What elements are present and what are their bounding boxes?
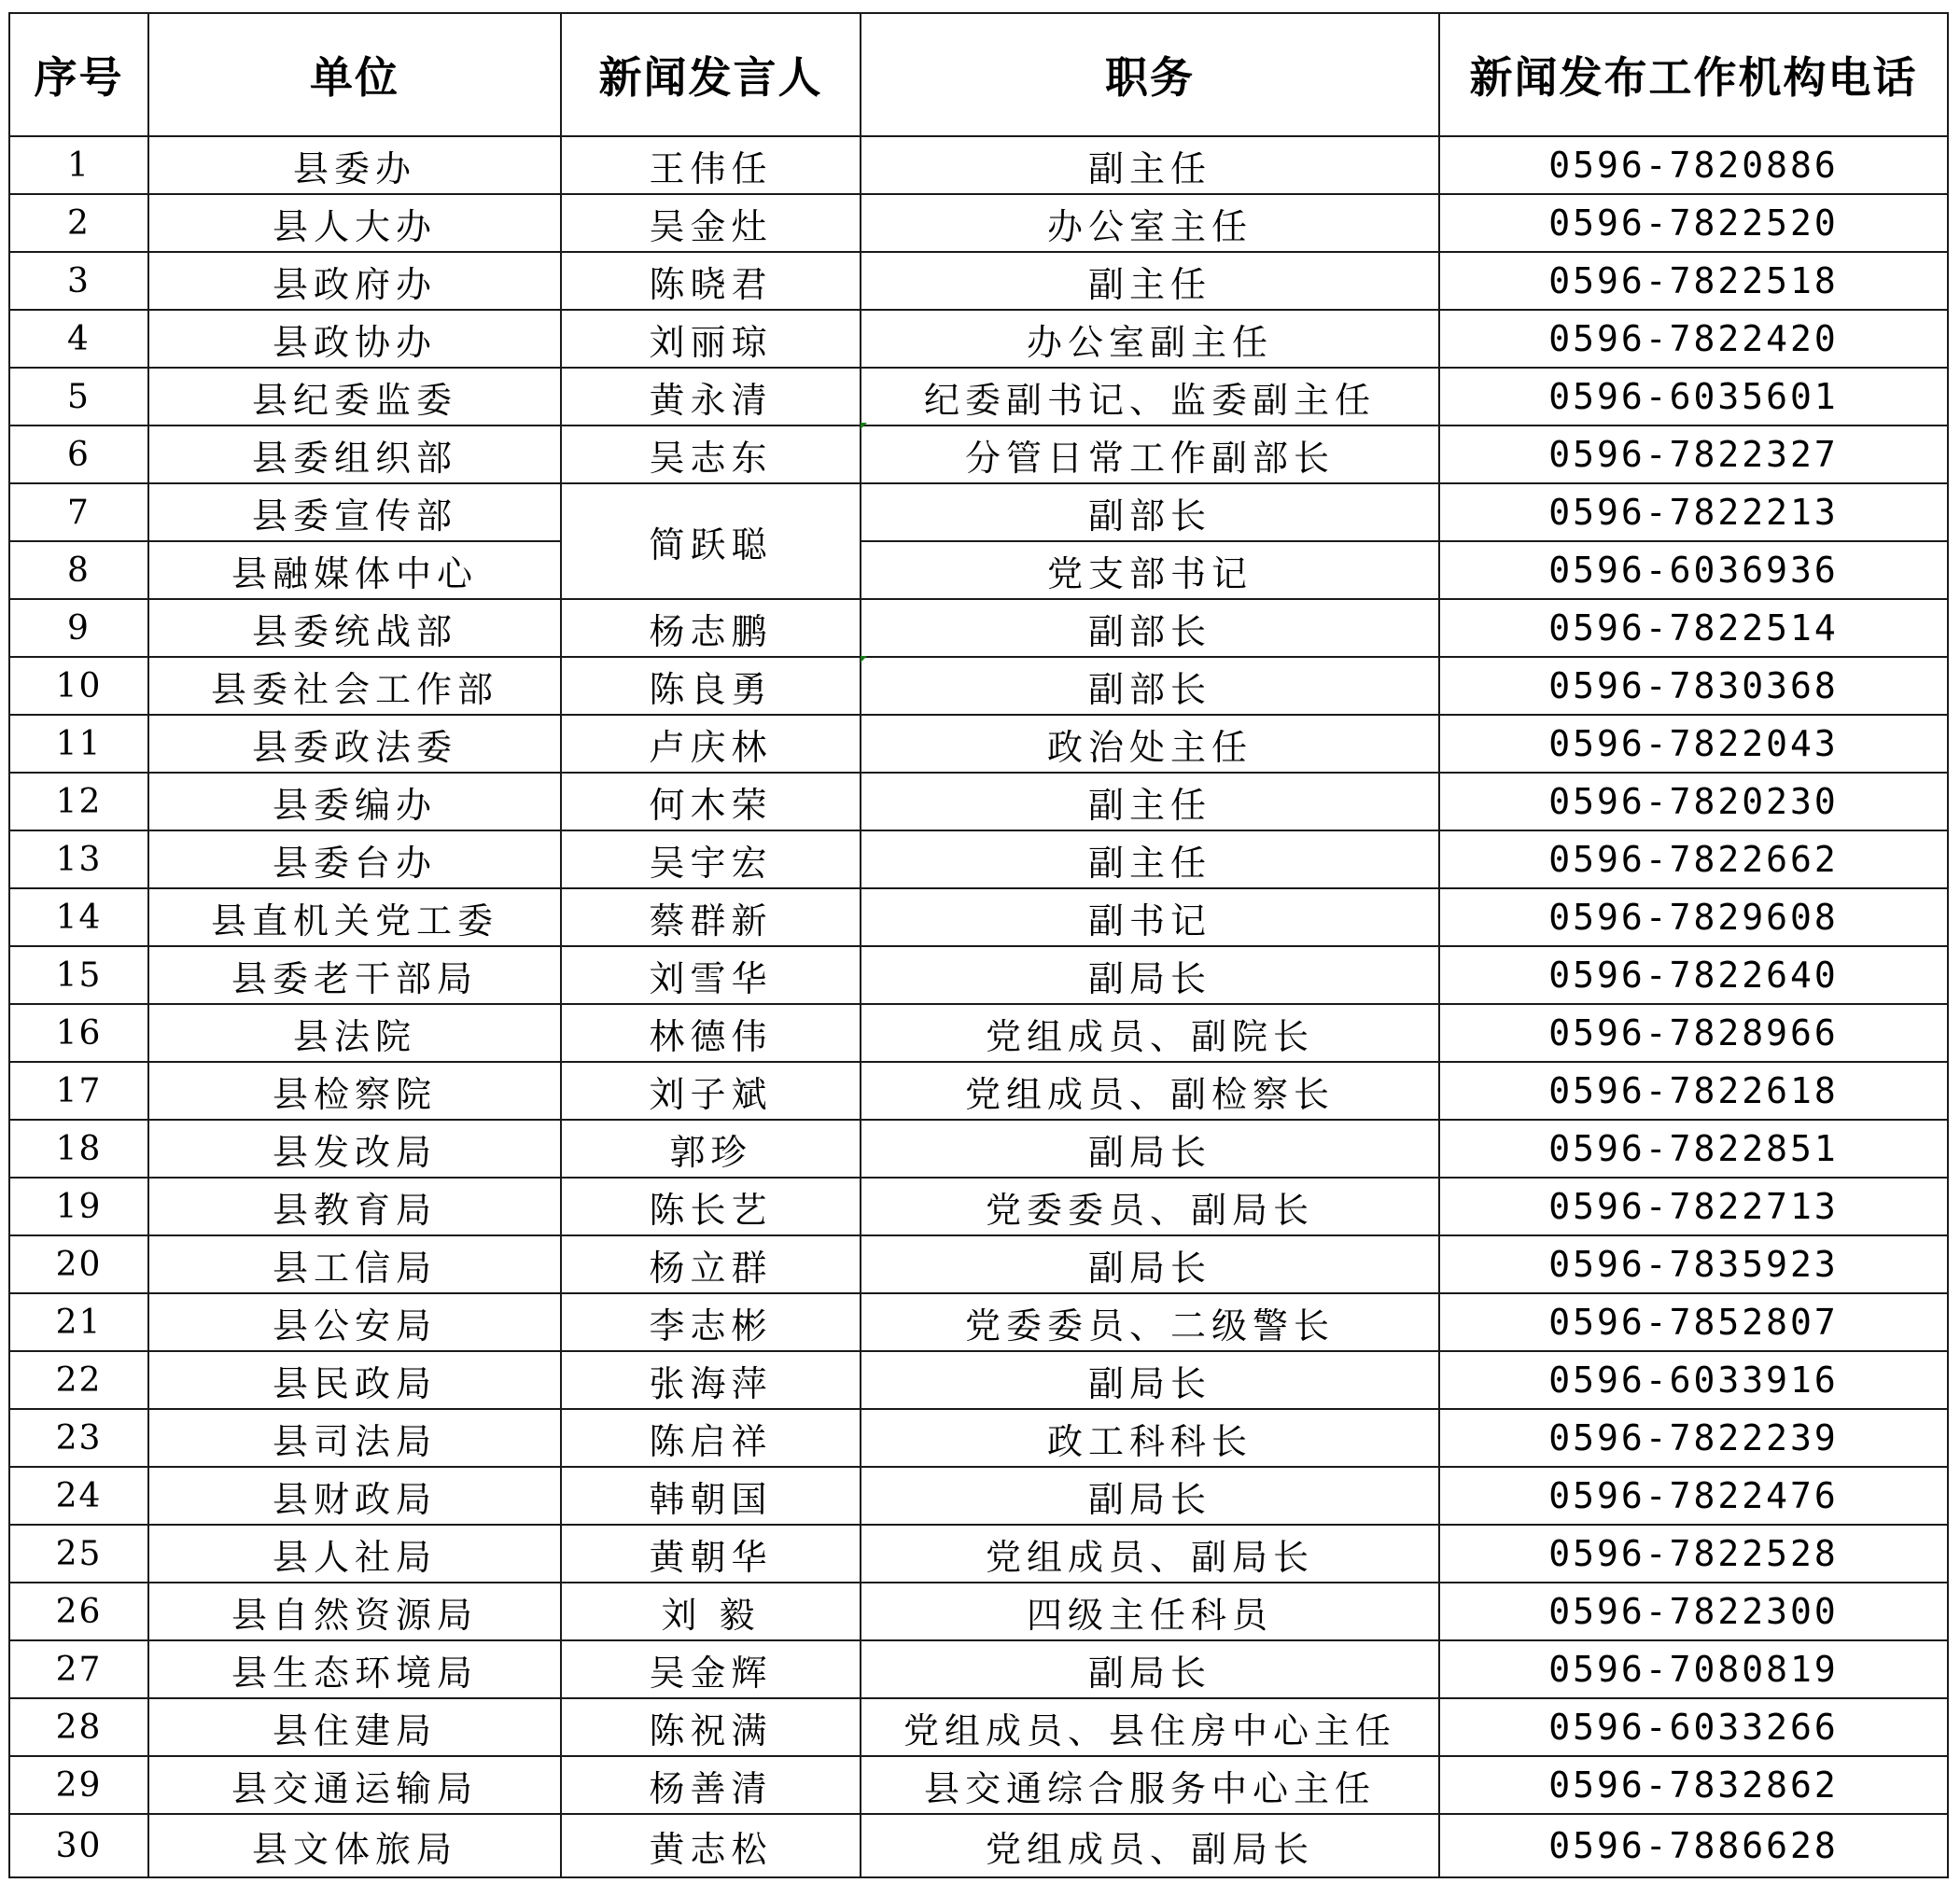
cell-spokesperson: 陈长艺: [561, 1178, 861, 1235]
table-row: [9, 888, 1948, 946]
cell-unit: 县人社局: [148, 1525, 561, 1583]
cell-phone: 0596-6033916: [1439, 1351, 1948, 1409]
header-spokesperson: 新闻发言人: [561, 13, 861, 136]
table-row: [9, 1640, 1948, 1698]
cell-phone: 0596-7830368: [1439, 657, 1948, 715]
cell-index: 19: [9, 1178, 148, 1235]
cell-phone: 0596-7822713: [1439, 1178, 1948, 1235]
cell-phone: 0596-7820886: [1439, 136, 1948, 194]
cell-spokesperson: 陈祝满: [561, 1698, 861, 1756]
cell-position: 副局长: [861, 1351, 1439, 1409]
table-body: [9, 136, 1948, 1877]
cell-position: 副部长: [861, 657, 1439, 715]
cell-index: 25: [9, 1525, 148, 1583]
cell-spokesperson: 卢庆林: [561, 715, 861, 773]
cell-phone: 0596-6036936: [1439, 541, 1948, 599]
cell-index: 6: [9, 425, 148, 483]
table-row: [9, 136, 1948, 194]
cell-position: 副局长: [861, 1235, 1439, 1293]
cell-index: 27: [9, 1640, 148, 1698]
cell-position: 党组成员、县住房中心主任: [861, 1698, 1439, 1756]
cell-position: 副局长: [861, 1640, 1439, 1698]
table-row: [9, 1756, 1948, 1814]
table-row: [9, 1409, 1948, 1467]
cell-phone: 0596-7835923: [1439, 1235, 1948, 1293]
cell-phone: 0596-7822213: [1439, 483, 1948, 541]
cell-phone: 0596-7080819: [1439, 1640, 1948, 1698]
cell-phone: 0596-7822514: [1439, 599, 1948, 657]
table-row: [9, 1467, 1948, 1525]
table-row: [9, 252, 1948, 310]
cell-index: 4: [9, 310, 148, 368]
cell-unit: 县公安局: [148, 1293, 561, 1351]
table-row: [9, 194, 1948, 252]
cell-unit: 县政协办: [148, 310, 561, 368]
comment-indicator-icon: [861, 423, 867, 429]
cell-unit: 县住建局: [148, 1698, 561, 1756]
cell-spokesperson: 刘 毅: [561, 1583, 861, 1640]
cell-spokesperson: 杨志鹏: [561, 599, 861, 657]
cell-position: 党组成员、副局长: [861, 1814, 1439, 1877]
cell-index: 29: [9, 1756, 148, 1814]
cell-unit: 县自然资源局: [148, 1583, 561, 1640]
cell-phone: 0596-7822043: [1439, 715, 1948, 773]
cell-index: 3: [9, 252, 148, 310]
cell-position: 党组成员、副院长: [861, 1004, 1439, 1062]
cell-spokesperson: 蔡群新: [561, 888, 861, 946]
cell-unit: 县纪委监委: [148, 368, 561, 425]
cell-index: 30: [9, 1814, 148, 1877]
cell-phone: 0596-7822520: [1439, 194, 1948, 252]
cell-unit: 县政府办: [148, 252, 561, 310]
cell-index: 11: [9, 715, 148, 773]
cell-position: 副主任: [861, 252, 1439, 310]
cell-spokesperson: 吴志东: [561, 425, 861, 483]
cell-position: 党委委员、二级警长: [861, 1293, 1439, 1351]
cell-unit: 县直机关党工委: [148, 888, 561, 946]
cell-spokesperson: 何木荣: [561, 773, 861, 830]
cell-unit: 县委统战部: [148, 599, 561, 657]
cell-spokesperson: 黄朝华: [561, 1525, 861, 1583]
table-row: [9, 1062, 1948, 1120]
header-row: [9, 13, 1948, 136]
table-row: [9, 483, 1948, 541]
cell-phone: 0596-7822528: [1439, 1525, 1948, 1583]
cell-unit: 县人大办: [148, 194, 561, 252]
cell-position: 副局长: [861, 1467, 1439, 1525]
table-row: [9, 1120, 1948, 1178]
table-row: [9, 310, 1948, 368]
table-row: [9, 715, 1948, 773]
cell-spokesperson: 张海萍: [561, 1351, 861, 1409]
cell-spokesperson: 黄志松: [561, 1814, 861, 1877]
table-row: [9, 830, 1948, 888]
cell-spokesperson: 刘雪华: [561, 946, 861, 1004]
cell-position: 办公室副主任: [861, 310, 1439, 368]
cell-unit: 县生态环境局: [148, 1640, 561, 1698]
header-unit: 单位: [148, 13, 561, 136]
cell-unit: 县交通运输局: [148, 1756, 561, 1814]
cell-spokesperson: 简跃聪: [561, 483, 861, 599]
table-row: [9, 946, 1948, 1004]
cell-index: 28: [9, 1698, 148, 1756]
cell-phone: 0596-6035601: [1439, 368, 1948, 425]
cell-phone: 0596-7822518: [1439, 252, 1948, 310]
table-row: [9, 1814, 1948, 1877]
comment-indicator-icon: [861, 656, 867, 663]
cell-index: 26: [9, 1583, 148, 1640]
cell-index: 8: [9, 541, 148, 599]
cell-position: 纪委副书记、监委副主任: [861, 368, 1439, 425]
cell-index: 2: [9, 194, 148, 252]
cell-position: 党支部书记: [861, 541, 1439, 599]
cell-unit: 县文体旅局: [148, 1814, 561, 1877]
cell-unit: 县司法局: [148, 1409, 561, 1467]
cell-spokesperson: 吴金辉: [561, 1640, 861, 1698]
cell-position: 副书记: [861, 888, 1439, 946]
cell-position: 县交通综合服务中心主任: [861, 1756, 1439, 1814]
cell-unit: 县民政局: [148, 1351, 561, 1409]
table-row: [9, 1525, 1948, 1583]
cell-spokesperson: 李志彬: [561, 1293, 861, 1351]
cell-spokesperson: 郭珍: [561, 1120, 861, 1178]
cell-position: 党委委员、副局长: [861, 1178, 1439, 1235]
cell-position: 副部长: [861, 599, 1439, 657]
cell-index: 23: [9, 1409, 148, 1467]
cell-unit: 县法院: [148, 1004, 561, 1062]
cell-index: 9: [9, 599, 148, 657]
cell-unit: 县融媒体中心: [148, 541, 561, 599]
table-row: [9, 541, 1948, 599]
cell-unit: 县发改局: [148, 1120, 561, 1178]
cell-position: 党组成员、副局长: [861, 1525, 1439, 1583]
cell-index: 14: [9, 888, 148, 946]
cell-index: 12: [9, 773, 148, 830]
cell-spokesperson: 吴金灶: [561, 194, 861, 252]
table-row: [9, 1293, 1948, 1351]
cell-spokesperson: 黄永清: [561, 368, 861, 425]
cell-unit: 县委政法委: [148, 715, 561, 773]
cell-position: 政工科科长: [861, 1409, 1439, 1467]
table-row: [9, 773, 1948, 830]
cell-phone: 0596-6033266: [1439, 1698, 1948, 1756]
table-row: [9, 1004, 1948, 1062]
cell-unit: 县工信局: [148, 1235, 561, 1293]
cell-position: 副部长: [861, 483, 1439, 541]
header-index: 序号: [9, 13, 148, 136]
cell-spokesperson: 韩朝国: [561, 1467, 861, 1525]
cell-index: 20: [9, 1235, 148, 1293]
cell-unit: 县财政局: [148, 1467, 561, 1525]
cell-phone: 0596-7822327: [1439, 425, 1948, 483]
cell-phone: 0596-7822239: [1439, 1409, 1948, 1467]
cell-position: 政治处主任: [861, 715, 1439, 773]
cell-spokesperson: 王伟任: [561, 136, 861, 194]
cell-unit: 县委宣传部: [148, 483, 561, 541]
cell-position: 副局长: [861, 1120, 1439, 1178]
cell-unit: 县委社会工作部: [148, 657, 561, 715]
table-row: [9, 1351, 1948, 1409]
cell-index: 16: [9, 1004, 148, 1062]
cell-index: 17: [9, 1062, 148, 1120]
cell-phone: 0596-7852807: [1439, 1293, 1948, 1351]
cell-phone: 0596-7886628: [1439, 1814, 1948, 1877]
table-row: [9, 599, 1948, 657]
spokesperson-table: [8, 12, 1949, 1878]
cell-phone: 0596-7822618: [1439, 1062, 1948, 1120]
cell-spokesperson: 陈晓君: [561, 252, 861, 310]
cell-unit: 县委组织部: [148, 425, 561, 483]
cell-index: 5: [9, 368, 148, 425]
table-row: [9, 1583, 1948, 1640]
cell-index: 1: [9, 136, 148, 194]
cell-index: 21: [9, 1293, 148, 1351]
cell-position: 副主任: [861, 773, 1439, 830]
header-phone: 新闻发布工作机构电话: [1439, 13, 1948, 136]
cell-unit: 县委编办: [148, 773, 561, 830]
cell-index: 10: [9, 657, 148, 715]
cell-index: 13: [9, 830, 148, 888]
cell-unit: 县检察院: [148, 1062, 561, 1120]
cell-spokesperson: 陈启祥: [561, 1409, 861, 1467]
cell-spokesperson: 刘子斌: [561, 1062, 861, 1120]
cell-phone: 0596-7832862: [1439, 1756, 1948, 1814]
cell-unit: 县委老干部局: [148, 946, 561, 1004]
cell-index: 18: [9, 1120, 148, 1178]
cell-spokesperson: 杨善清: [561, 1756, 861, 1814]
cell-unit: 县委办: [148, 136, 561, 194]
cell-spokesperson: 陈良勇: [561, 657, 861, 715]
cell-phone: 0596-7822420: [1439, 310, 1948, 368]
cell-unit: 县委台办: [148, 830, 561, 888]
cell-spokesperson: 杨立群: [561, 1235, 861, 1293]
table-row: [9, 1698, 1948, 1756]
cell-position: 党组成员、副检察长: [861, 1062, 1439, 1120]
cell-index: 24: [9, 1467, 148, 1525]
table-row: [9, 1235, 1948, 1293]
cell-position: 办公室主任: [861, 194, 1439, 252]
cell-phone: 0596-7822851: [1439, 1120, 1948, 1178]
header-position: 职务: [861, 13, 1439, 136]
cell-unit: 县教育局: [148, 1178, 561, 1235]
cell-position: 副主任: [861, 830, 1439, 888]
cell-position: 副局长: [861, 946, 1439, 1004]
cell-spokesperson: 吴宇宏: [561, 830, 861, 888]
cell-index: 7: [9, 483, 148, 541]
cell-spokesperson: 刘丽琼: [561, 310, 861, 368]
cell-position: 分管日常工作副部长: [861, 425, 1439, 483]
cell-phone: 0596-7829608: [1439, 888, 1948, 946]
table-row: [9, 425, 1948, 483]
cell-phone: 0596-7822640: [1439, 946, 1948, 1004]
cell-index: 22: [9, 1351, 148, 1409]
cell-phone: 0596-7820230: [1439, 773, 1948, 830]
table-row: [9, 1178, 1948, 1235]
cell-phone: 0596-7828966: [1439, 1004, 1948, 1062]
cell-phone: 0596-7822300: [1439, 1583, 1948, 1640]
cell-phone: 0596-7822476: [1439, 1467, 1948, 1525]
cell-position: 副主任: [861, 136, 1439, 194]
cell-spokesperson: 林德伟: [561, 1004, 861, 1062]
table-row: [9, 657, 1948, 715]
table-row: [9, 368, 1948, 425]
cell-index: 15: [9, 946, 148, 1004]
cell-phone: 0596-7822662: [1439, 830, 1948, 888]
cell-position: 四级主任科员: [861, 1583, 1439, 1640]
